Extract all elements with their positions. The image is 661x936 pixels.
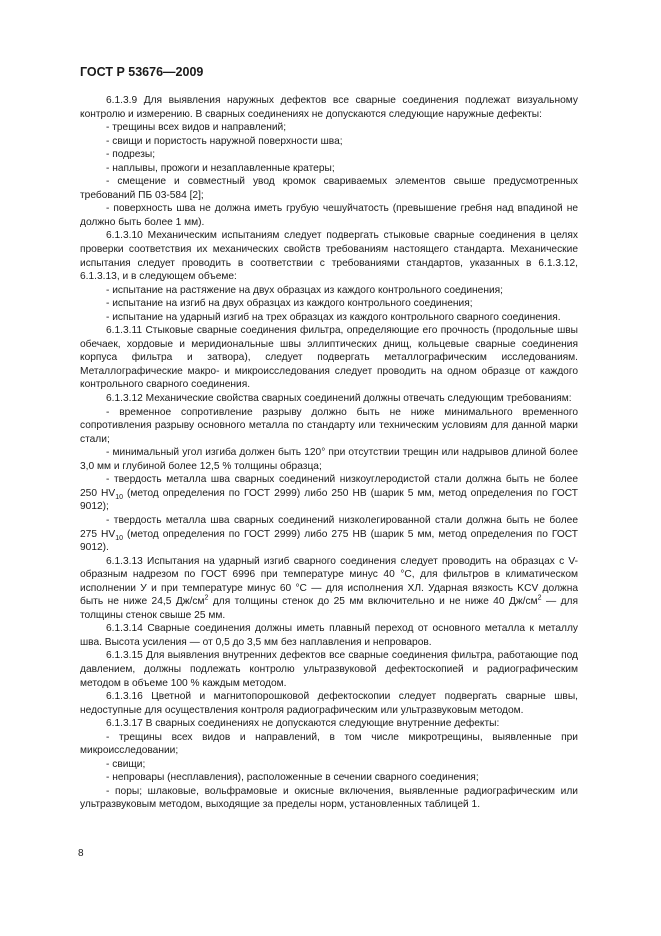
list-item: - испытание на ударный изгиб на трех образцах из каждого контрольного сварного соединения. (106, 311, 561, 323)
clause-6-1-3-17: 6.1.3.17 В сварных соединениях не допускаются следующие внутренние дефекты: (106, 718, 500, 730)
text-span: 6.1.3.13 Испытания на ударный изгиб сварного соединения следует проводить на образцах с V-образным надрезом по ГОСТ 6996 при температуре минус 40 °С, для фильтров в климатическом исполнении У и при температуре минус 60 °С — для исполнения ХЛ. Ударная вязкость KCV должна быть не ниже 24,5 Дж/см (80, 555, 578, 608)
text-span: для толщины стенок до 25 мм включительно и не ниже 40 Дж/см (208, 596, 538, 608)
clause-6-1-3-14: 6.1.3.14 Сварные соединения должны иметь плавный переход от основного металла к металлу шва. Высота усиления — от 0,5 до 3,5 мм без наплавления и непроваров. (80, 623, 578, 648)
text-span: (метод определения по ГОСТ 2999) либо 250 НВ (шарик 5 мм, метод определения по ГОСТ 9012); (80, 487, 579, 513)
clause-6-1-3-9: 6.1.3.9 Для выявления наружных дефектов все сварные соединения подлежат визуальному контролю и измерению. В сварных соединениях не допускаются следующие наружные дефекты: (80, 95, 578, 120)
subscript: 10 (115, 493, 123, 501)
clause-6-1-3-11: 6.1.3.11 Стыковые сварные соединения фильтра, определяющие его прочность (продольные швы обечаек, хордовые и меридиональные швы эллиптических днищ, кольцевые сварные соединения корпуса фильтра и затвора), следует подвергать металлографическим исследованиям. Металлографические макро- и микроисследования следует проводить на одном образце от каждого контрольного сварного соединения. (80, 325, 578, 391)
document-header: ГОСТ Р 53676—2009 (80, 65, 204, 79)
page-number: 8 (78, 848, 84, 859)
list-item: - поверхность шва не должна иметь грубую чешуйчатость (превышение гребня над впадиной не должно быть более 1 мм). (80, 203, 578, 228)
list-item: - трещины всех видов и направлений; (106, 122, 287, 134)
text-span: — для толщины стенок свыше 25 мм. (80, 596, 578, 621)
document-body (80, 94, 578, 812)
list-item-hardness-low-carbon (80, 473, 578, 514)
list-item: - подрезы; (106, 149, 156, 161)
text-span: - твердость металла шва сварных соединений низкоуглеродистой стали должна быть не более 250 HV (80, 474, 578, 499)
list-item: - свищи; (106, 758, 146, 770)
clause-6-1-3-12: 6.1.3.12 Механические свойства сварных соединений должны отвечать следующим требованиям: (106, 393, 572, 405)
list-item: - испытание на растяжение на двух образцах из каждого контрольного соединения; (106, 284, 504, 296)
list-item: - временное сопротивление разрыву должно быть не ниже минимального временного сопротивления разрыву основного металла по стандарту или техническим условиям для данной марки стали; (80, 406, 578, 445)
text-span: - твердость металла шва сварных соединений низколегированной стали должна быть не более 275 HV (80, 514, 578, 540)
clause-6-1-3-16: 6.1.3.16 Цветной и магнитопорошковой дефектоскопии следует подвергать сварные швы, недоступные для осуществления контроля радиографическим или ультразвуковым методом. (80, 691, 578, 716)
list-item-hardness-low-alloy (80, 514, 578, 555)
list-item: - минимальный угол изгиба должен быть 120° при отсутствии трещин или надрывов длиной более 3,0 мм и глубиной более 12,5 % толщины образца; (80, 447, 578, 472)
list-item: - свищи и пористость наружной поверхности шва; (106, 135, 343, 147)
list-item: - смещение и совместный увод кромок свариваемых элементов свыше предусмотренных требований ПБ 03-584 [2]; (80, 176, 578, 201)
clause-6-1-3-15: 6.1.3.15 Для выявления внутренних дефектов все сварные соединения фильтра, работающие под давлением, должны подлежать контролю ультразвуковой дефектоскопией и радиографическим методом в объеме 100 % каждым методом. (80, 650, 578, 689)
list-item: - трещины всех видов и направлений, в том числе микротрещины, выявленные при микроисследовании; (80, 731, 578, 757)
list-item: - непровары (несплавления), расположенные в сечении сварного соединения; (106, 772, 479, 784)
subscript: 10 (115, 534, 123, 542)
clause-6-1-3-13 (80, 555, 578, 623)
superscript: 2 (537, 594, 542, 602)
clause-6-1-3-10: 6.1.3.10 Механическим испытаниям следует подвергать стыковые сварные соединения в целях проверки соответствия их механических свойств требованиям настоящего стандарта. Механические испытания следует проводить в соответствии с требованиями стандартов, указанных в 6.1.3.12, 6.1.3.13, и в следующем объеме: (80, 230, 578, 283)
list-item: - поры; шлаковые, вольфрамовые и окисные включения, выявленные радиографическим или ультразвуковым методом, выходящие за пределы норм, установленных таблицей 1. (80, 785, 578, 811)
text-span: (метод определения по ГОСТ 2999) либо 275 НВ (шарик 5 мм, метод определения по ГОСТ 9012). (80, 528, 579, 554)
superscript: 2 (204, 594, 209, 602)
list-item: - испытание на изгиб на двух образцах из каждого контрольного соединения; (106, 298, 473, 310)
list-item: - наплывы, прожоги и незаплавленные кратеры; (106, 162, 335, 174)
